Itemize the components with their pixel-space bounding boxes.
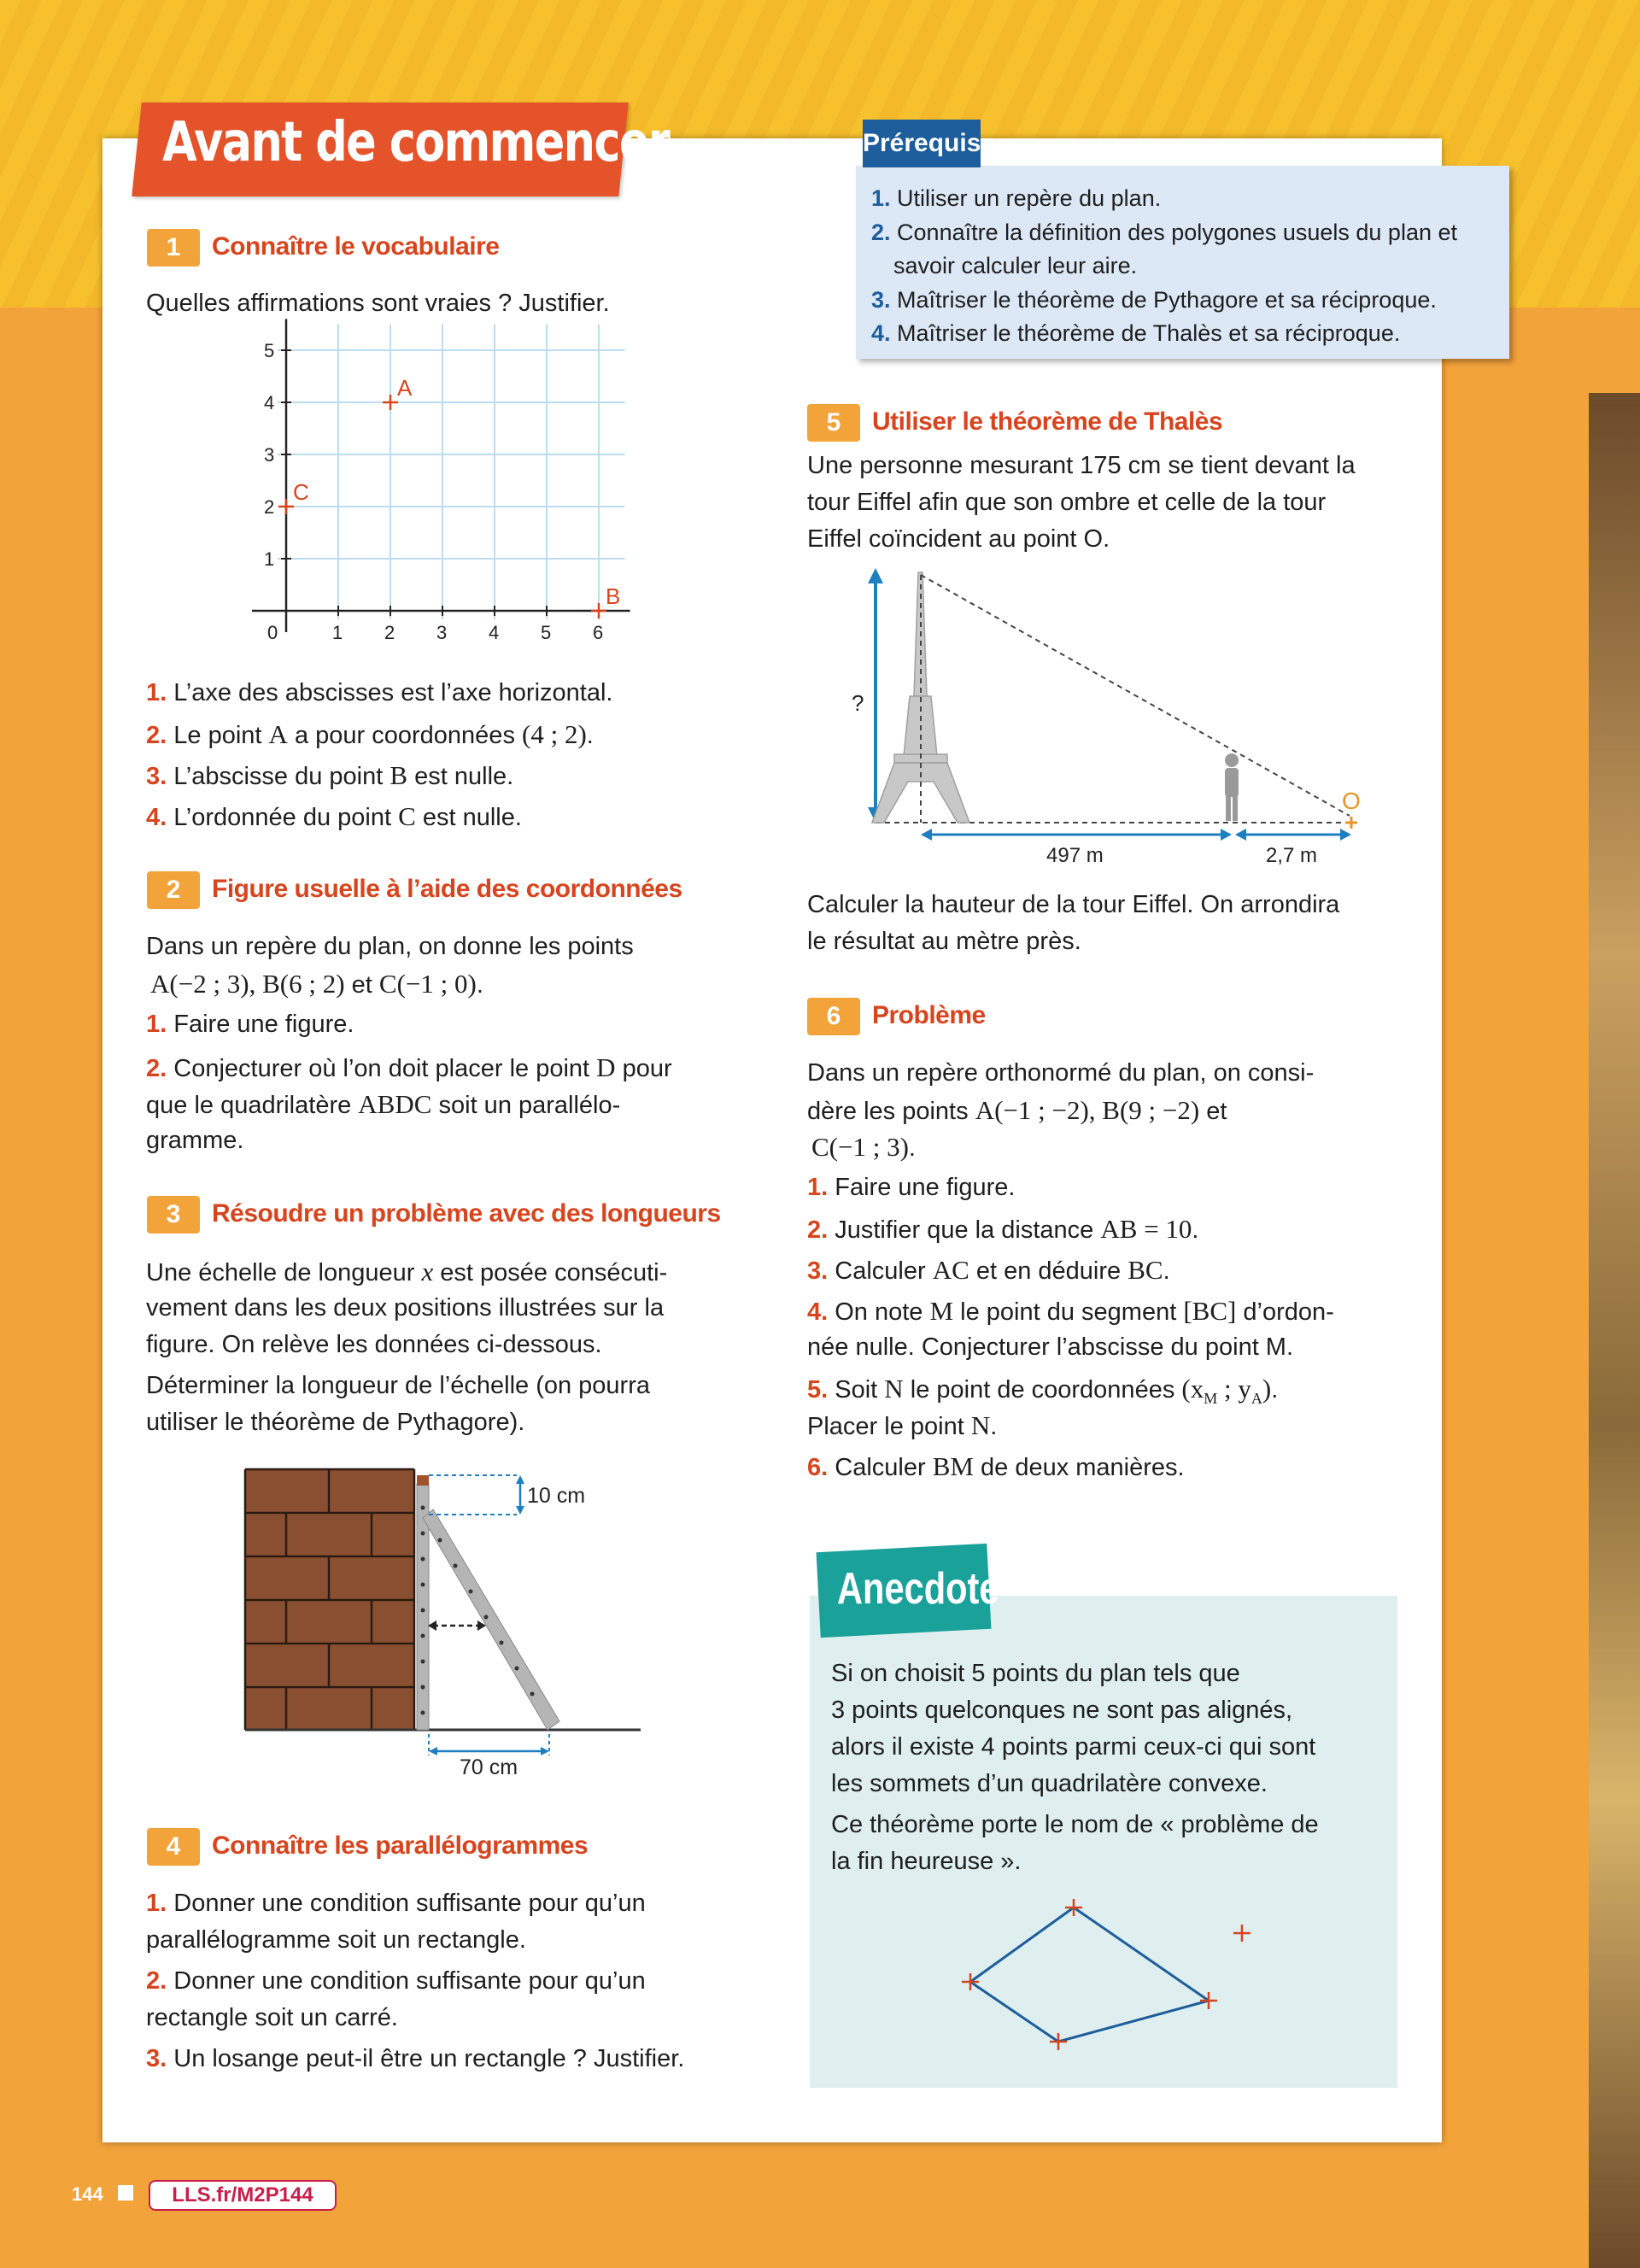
- exercise-text: Une personne mesurant 175 cm se tient devant la: [807, 452, 1356, 479]
- distance-label-1: 497 m: [1046, 844, 1104, 867]
- unknown-height-label: ?: [852, 690, 864, 716]
- exercise-text: le résultat au mètre près.: [807, 928, 1081, 955]
- point-o-label: O: [1342, 788, 1361, 814]
- page-number: 144: [72, 2183, 103, 2205]
- exercise-title: Connaître les parallélogrammes: [212, 1831, 589, 1860]
- question-2: 2. Donner une condition suffisante pour qu’un: [146, 1967, 646, 1995]
- prerequis-item-2: 2. Connaître la définition des polygones usuels du plan et: [871, 220, 1457, 245]
- exercise-text: A(−2 ; 3), B(6 ; 2) et C(−1 ; 0).: [150, 969, 483, 999]
- question-2: 2. Justifier que la distance AB = 10.: [807, 1214, 1199, 1244]
- exercise-text: utiliser le théorème de Pythagore).: [146, 1409, 525, 1436]
- question-2-cont: rectangle soit un carré.: [146, 2004, 398, 2031]
- anecdote-title: Anecdote: [837, 1564, 999, 1614]
- question-1: 1. Faire une figure.: [146, 1011, 354, 1038]
- exercise-title: Utiliser le théorème de Thalès: [872, 407, 1223, 436]
- exercise-text: Dans un repère du plan, on donne les points: [146, 933, 634, 960]
- question-1-cont: parallélogramme soit un rectangle.: [146, 1926, 526, 1954]
- question-2-cont: que le quadrilatère ABDC soit un parallélo-: [146, 1089, 621, 1119]
- exercise-title: Problème: [872, 1001, 986, 1029]
- page-number-square: [118, 2185, 133, 2201]
- exercise-text: tour Eiffel afin que son ombre et celle de la tour: [807, 489, 1327, 516]
- question-6: 6. Calculer BM de deux manières.: [807, 1451, 1185, 1481]
- prerequis-item-1: 1. Utiliser un repère du plan.: [871, 185, 1162, 211]
- exercise-number-badge: 2: [147, 871, 200, 909]
- question-1: 1. Faire une figure.: [807, 1174, 1016, 1201]
- exercise-text: C(−1 ; 3).: [811, 1132, 916, 1162]
- ladder-figure: [243, 1465, 645, 1790]
- anecdote-line: Si on choisit 5 points du plan tels que: [831, 1660, 1240, 1687]
- question-2: 2. Le point A a pour coordonnées (4 ; 2).: [146, 719, 594, 749]
- point-label: B: [606, 583, 621, 609]
- exercise-number-badge: 4: [147, 1828, 200, 1866]
- exercise-number-badge: 5: [807, 404, 860, 442]
- x-tick-label: 5: [541, 622, 552, 643]
- x-tick-label: 0: [267, 622, 278, 643]
- page-title: Avant de commencer: [162, 111, 670, 174]
- compass-photo: [1589, 393, 1640, 2268]
- prerequis-item-3: 3. Maîtriser le théorème de Pythagore et sa réciproque.: [871, 287, 1437, 313]
- y-tick-label: 5: [264, 340, 275, 361]
- anecdote-line: alors il existe 4 points parmi ceux-ci qui sont: [831, 1733, 1316, 1761]
- dimension-label-bottom: 70 cm: [460, 1755, 518, 1779]
- distance-label-2: 2,7 m: [1266, 844, 1318, 867]
- online-link[interactable]: LLS.fr/M2P144: [149, 2180, 337, 2211]
- question-2-cont: gramme.: [146, 1127, 244, 1154]
- y-tick-label: 1: [264, 548, 275, 570]
- dimension-label-top: 10 cm: [527, 1484, 586, 1508]
- anecdote-line: la fin heureuse ».: [831, 1848, 1022, 1875]
- exercise-text: Déterminer la longueur de l’échelle (on pourra: [146, 1372, 650, 1399]
- question-4-cont: née nulle. Conjecturer l’abscisse du point M.: [807, 1333, 1294, 1361]
- exercise-text: Dans un repère orthonormé du plan, on consi-: [807, 1059, 1315, 1087]
- quadrilateral: [970, 1908, 1209, 2042]
- question-2: 2. Conjecturer où l’on doit placer le point D pour: [146, 1052, 672, 1082]
- prerequis-item-2-cont: savoir calculer leur aire.: [893, 253, 1138, 278]
- exercise-text: vement dans les deux positions illustrées sur la: [146, 1294, 665, 1322]
- y-tick-label: 4: [264, 392, 275, 413]
- question-5-cont: Placer le point N.: [807, 1410, 998, 1440]
- exercise-intro: Quelles affirmations sont vraies ? Justifier.: [146, 290, 610, 317]
- anecdote-line: les sommets d’un quadrilatère convexe.: [831, 1770, 1268, 1797]
- prerequis-item-4: 4. Maîtriser le théorème de Thalès et sa réciproque.: [871, 320, 1401, 346]
- ladder-slanted: [423, 1509, 559, 1730]
- question-3: 3. Calculer AC et en déduire BC.: [807, 1255, 1170, 1285]
- exercise-text: dère les points A(−1 ; −2), B(9 ; −2) et: [807, 1095, 1227, 1125]
- coordinate-grid: [248, 329, 649, 653]
- x-tick-label: 1: [332, 622, 343, 643]
- exercise-text: figure. On relève les données ci-dessous.: [146, 1331, 602, 1358]
- x-tick-label: 2: [384, 622, 395, 643]
- question-3: 3. Un losange peut-il être un rectangle ? Justifier.: [146, 2045, 685, 2072]
- exercise-number-badge: 1: [147, 229, 200, 267]
- exercise-text: Une échelle de longueur x est posée consécuti-: [146, 1257, 668, 1286]
- x-tick-label: 4: [489, 622, 500, 643]
- x-tick-label: 6: [593, 622, 604, 643]
- point-o-marker: [1345, 817, 1357, 829]
- prerequis-tab: Prérequis: [863, 120, 981, 167]
- exercise-number-badge: 6: [807, 998, 860, 1035]
- x-tick-label: 3: [436, 622, 448, 643]
- exercise-text: Calculer la hauteur de la tour Eiffel. On arrondira: [807, 891, 1340, 918]
- y-tick-label: 2: [264, 496, 275, 518]
- exercise-title: Figure usuelle à l’aide des coordonnées: [212, 875, 682, 903]
- question-5: 5. Soit N le point de coordonnées ($x_M$ ; $y_A$).: [807, 1374, 1279, 1407]
- exercise-title: Résoudre un problème avec des longueurs: [212, 1199, 721, 1228]
- question-3: 3. L’abscisse du point B est nulle.: [146, 760, 514, 790]
- question-1: 1. L’axe des abscisses est l’axe horizontal.: [146, 679, 613, 706]
- point-label: C: [293, 479, 309, 505]
- convex-quadrilateral-figure: [957, 1896, 1256, 2059]
- question-4: 4. On note M le point du segment [BC] d’ordon-: [807, 1296, 1334, 1326]
- eiffel-figure: [841, 568, 1388, 876]
- point-label: A: [397, 375, 413, 401]
- question-1: 1. Donner une condition suffisante pour qu’un: [146, 1890, 646, 1917]
- exercise-number-badge: 3: [147, 1196, 200, 1234]
- question-4: 4. L’ordonnée du point C est nulle.: [146, 801, 522, 831]
- anecdote-line: Ce théorème porte le nom de « problème de: [831, 1811, 1319, 1838]
- person-silhouette: [1225, 753, 1239, 821]
- anecdote-line: 3 points quelconques ne sont pas alignés,: [831, 1697, 1293, 1724]
- exercise-title: Connaître le vocabulaire: [212, 232, 500, 261]
- exercise-text: Eiffel coïncident au point O.: [807, 525, 1110, 553]
- ladder-top: [417, 1475, 429, 1486]
- y-tick-label: 3: [264, 444, 275, 466]
